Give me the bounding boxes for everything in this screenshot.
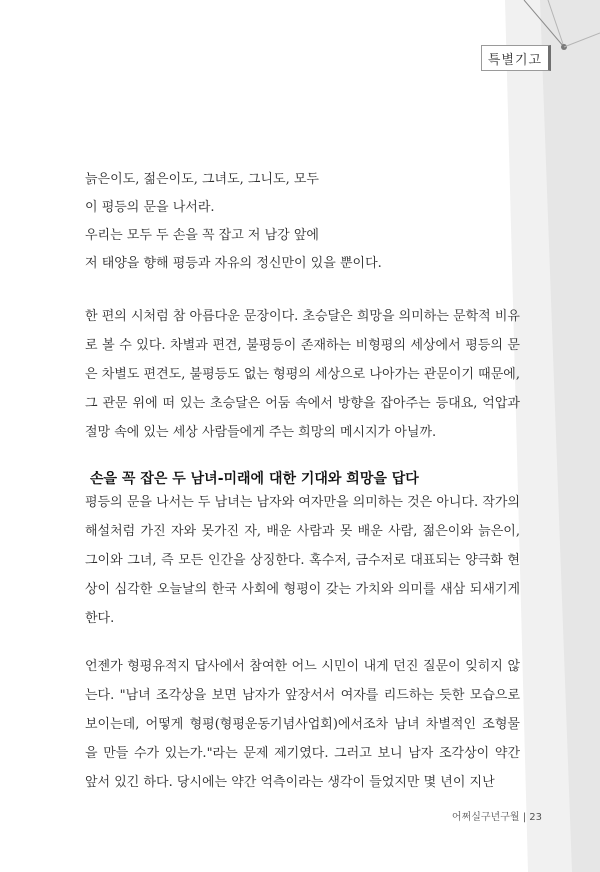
footer-separator: | [522, 812, 527, 823]
verse-line: 늙은이도, 젊은이도, 그녀도, 그니도, 모두 [85, 172, 319, 187]
body-paragraph-1: 한 편의 시처럼 참 아름다운 문장이다. 초승달은 희망을 의미하는 문학적 비유로 볼 수 있다. 차별과 편견, 불평등이 존재하는 비형평의 세상에서 평등의 문은 차별도 편견도, 불평등도 없는 형평의 세상으로 나아가는 관문이기 때문에, 그 관문 위에 떠 있는 초승달은 어둠 속에서 방향을 잡아주는 등대요, 억압과 절망 속에 있는 세상 사람들에게 주는 희망의 메시지가 아닐까. [85, 309, 520, 440]
section-heading: 손을 꼭 잡은 두 남녀-미래에 대한 기대와 희망을 답다 [90, 471, 419, 487]
page-number: 23 [529, 812, 542, 823]
body-paragraph-3: 언젠가 형평유적지 답사에서 참여한 어느 시민이 내게 던진 질문이 잊히지 않는다. "남녀 조각상을 보면 남자가 앞장서서 여자를 리드하는 듯한 모습으로 보이는데, 어떻게 형평(형평운동기념사업회)에서조차 남녀 차별적인 조형물을 만들 수가 있는가."라는 문제 제기였다. 그러고 보니 남자 조각상이 약간 앞서 있긴 하다. 당시에는 약간 억측이라는 생각이 들었지만 몇 년이 지난 [85, 659, 520, 790]
publication-name: 어쩌실구년구월 [451, 812, 520, 823]
verse-line: 저 태양을 향해 평등과 자유의 정신만이 있을 뿐이다. [85, 256, 382, 271]
section-tag: 특별기고 [481, 45, 551, 71]
quoted-verse [85, 166, 520, 278]
body-paragraph-2: 평등의 문을 나서는 두 남녀는 남자와 여자만을 의미하는 것은 아니다. 작가의 해설처럼 가진 자와 못가진 자, 배운 사람과 못 배운 사람, 젊은이와 늙은이, 그이와 그녀, 즉 모든 인간을 상징한다. 혹수저, 금수저로 대표되는 양극화 현상이 심각한 오늘날의 한국 사회에 형평이 갖는 가치와 의미를 새삼 되새기게 한다. [85, 495, 520, 626]
verse-line: 우리는 모두 두 손을 꼭 잡고 저 남강 앞에 [85, 228, 319, 243]
verse-line: 이 평등의 문을 나서라. [85, 200, 215, 215]
page-footer [452, 808, 542, 823]
